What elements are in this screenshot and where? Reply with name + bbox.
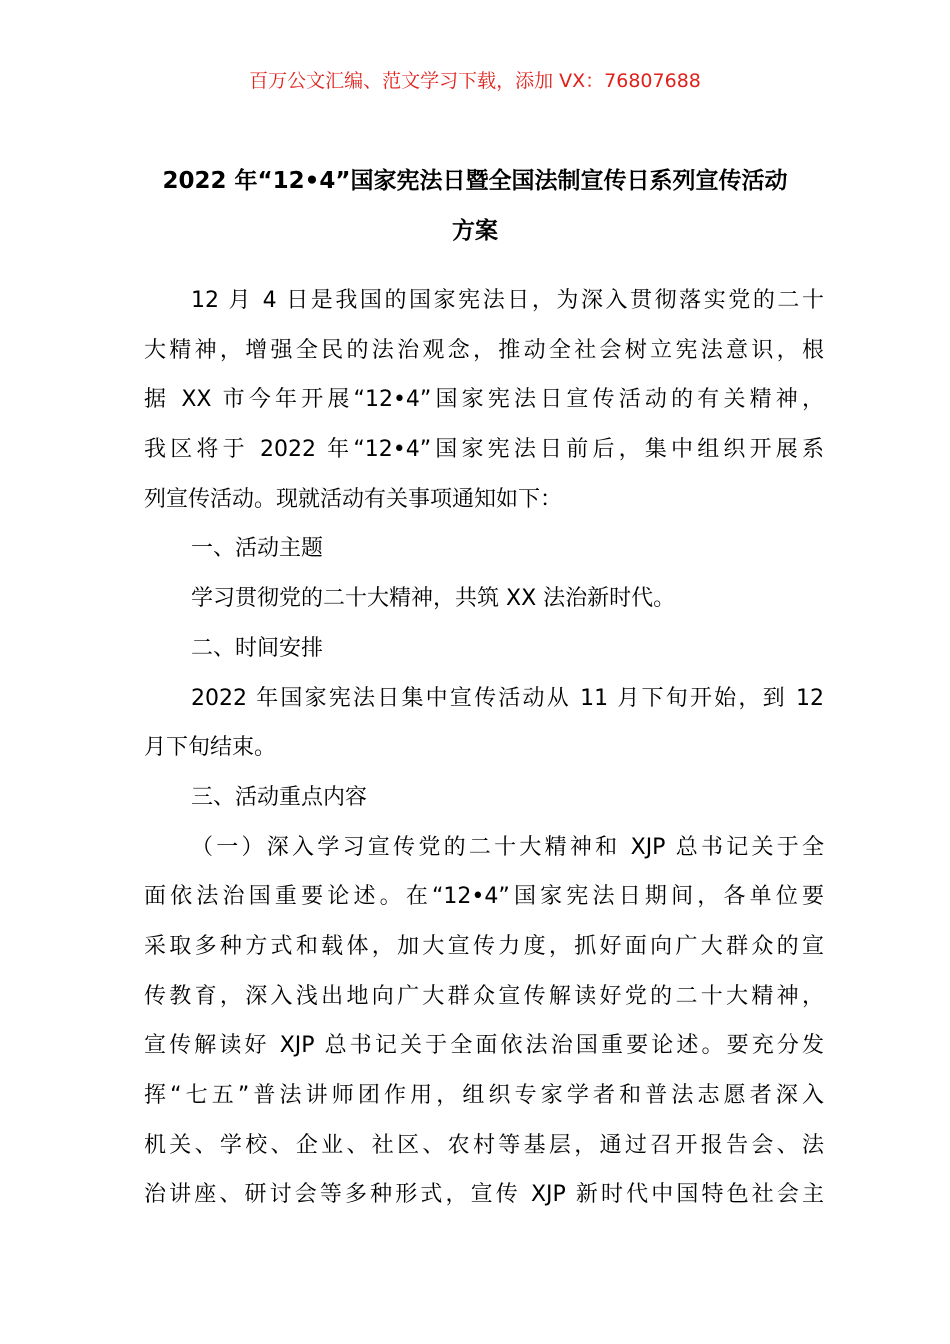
section-heading: 三、活动重点内容 [191,784,368,810]
document-body [144,276,824,1220]
paragraph-line: （一）深入学习宣传党的二十大精神和 XJP 总书记关于全 [191,834,824,860]
paragraph-line: 采取多种方式和载体，加大宣传力度，抓好面向广大群众的宣 [144,933,824,959]
paragraph-line: 据 XX 市今年开展“12•4”国家宪法日宣传活动的有关精神， [144,387,824,413]
paragraph-line: 机关、学校、企业、社区、农村等基层，通过召开报告会、法 [144,1132,824,1158]
paragraph-line: 我区将于 2022 年“12•4”国家宪法日前后，集中组织开展系 [144,437,824,463]
paragraph-line: 面依法治国重要论述。在“12•4”国家宪法日期间，各单位要 [144,884,824,910]
header-note: 百万公文汇编、范文学习下载，添加 VX：76807688 [249,70,701,92]
section-heading: 一、活动主题 [191,536,324,562]
paragraph-line: 治讲座、研讨会等多种形式，宣传 XJP 新时代中国特色社会主 [144,1182,824,1208]
paragraph-line: 传教育，深入浅出地向广大群众宣传解读好党的二十大精神， [144,983,824,1009]
title-line-1: 2022 年“12•4”国家宪法日暨全国法制宣传日系列宣传活动 [162,168,788,194]
paragraph-line: 2022 年国家宪法日集中宣传活动从 11 月下旬开始，到 12 [191,685,824,711]
paragraph-line: 月下旬结束。 [144,735,277,761]
paragraph-line: 学习贯彻党的二十大精神，共筑 XX 法治新时代。 [191,586,676,612]
document-title [128,156,822,256]
paragraph-line: 宣传解读好 XJP 总书记关于全面依法治国重要论述。要充分发 [144,1033,824,1059]
section-heading: 二、时间安排 [191,635,324,661]
paragraph-line: 列宣传活动。现就活动有关事项通知如下： [144,486,563,512]
paragraph-line: 挥“七五”普法讲师团作用，组织专家学者和普法志愿者深入 [144,1083,824,1108]
title-line-2: 方案 [452,218,498,244]
paragraph-line: 大精神，增强全民的法治观念，推动全社会树立宪法意识，根 [144,337,824,363]
paragraph-line: 12 月 4 日是我国的国家宪法日，为深入贯彻落实党的二十 [191,288,824,313]
